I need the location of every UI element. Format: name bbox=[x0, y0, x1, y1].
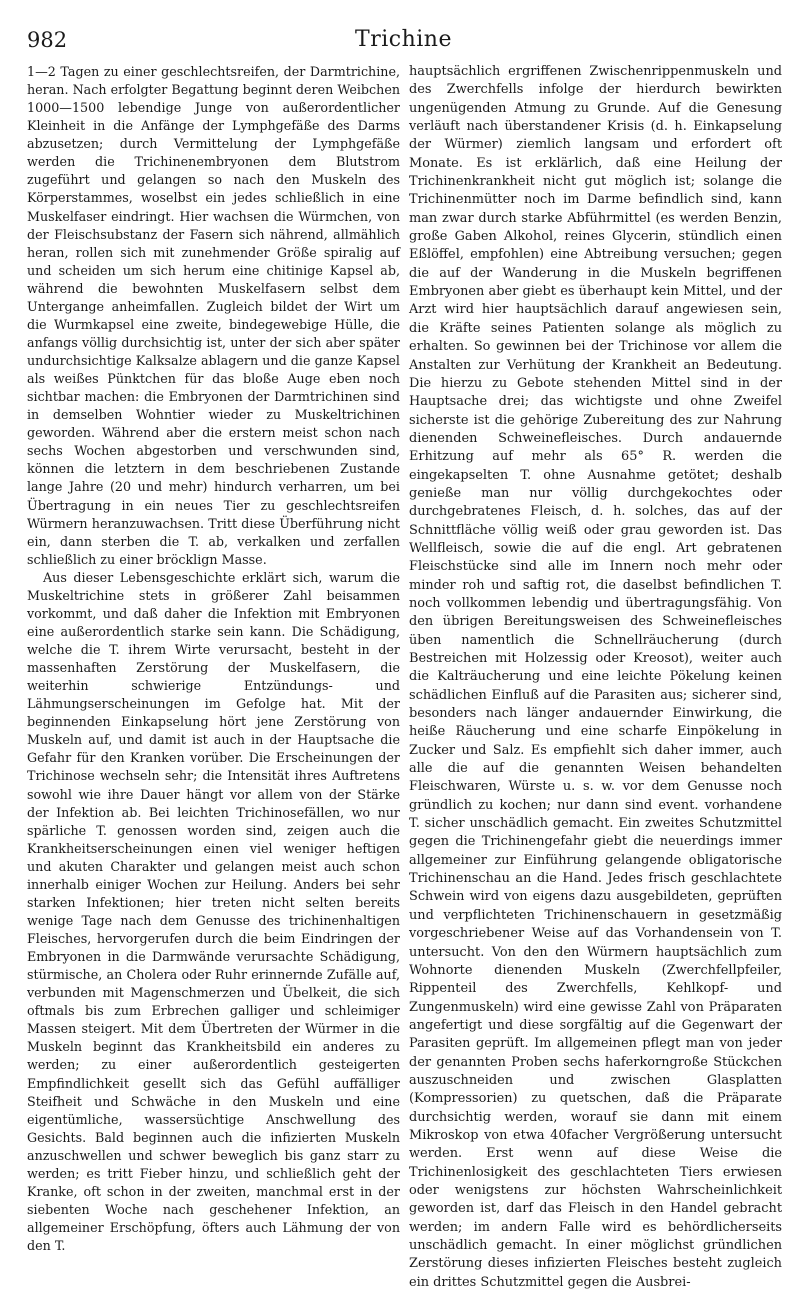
paragraph: hauptsächlich ergriffenen Zwischenrippenmuskeln und des Zwerchfells infolge der hierdurch bewirkten ungenügenden Atmung zu Grunde. Auf die Genesung verläuft nach überstandener Krisis (d. h. Einkapselung der Würmer) ziemlich langsam und erfordert oft Monate. Es ist erklärlich, daß eine Heilung der Trichinenkrankheit nicht gut möglich ist; solange die Trichinenmütter noch im Darme befindlich sind, kann man zwar durch starke Abführmittel (es werden Benzin, große Gaben Alkohol, reines Glycerin, stündlich einen Eßlöffel, empfohlen) eine Abtreibung versuchen; gegen die auf der Wanderung in die Muskeln begriffenen Embryonen aber giebt es überhaupt kein Mittel, und der Arzt wird hier hauptsächlich darauf angewiesen sein, die Kräfte seines Patienten solange als möglich zu erhalten. So gewinnen bei der Trichinose vor allem die Anstalten zur Verhütung der Krankheit an Bedeutung. Die hierzu zu Gebote stehenden Mittel sind in der Hauptsache drei; das wichtigste und ohne Zweifel sicherste ist die gehörige Zubereitung des zur Nahrung dienenden Schweinefleisches. Durch andauernde Erhitzung auf mehr als 65° R. werden die eingekapselten T. ohne Ausnahme getötet; deshalb genieße man nur völlig durchgekochtes oder durchgebratenes Fleisch, d. h. solches, das auf der Schnittfläche völlig weiß oder grau geworden ist. Das Wellfleisch, sowie die auf die engl. Art gebratenen Fleischstücke sind alle im Innern noch mehr oder minder roh und saftig rot, die daselbst befindlichen T. noch vollkommen lebendig und übertragungsfähig. Von den übrigen Bereitungsweisen des Schweinefleisches üben namentlich die Schnellräucherung (durch Bestreichen mit Holzessig oder Kreosot), weiter auch die Kalträucherung und eine leichte Pökelung keinen schädlichen Einfluß auf die Parasiten aus; sicherer sind, besonders nach länger andauernder Einwirkung, die heiße Räucherung und eine scharfe Einpökelung in Zucker und Salz. Es empfiehlt sich daher immer, auch alle die auf die genannten Weisen behandelten Fleischwaren, Würste u. s. w. vor dem Genusse noch gründlich zu kochen; nur dann sind event. vorhandene T. sicher unschädlich gemacht. Ein zweites Schutzmittel gegen die Trichinengefahr giebt die neuerdings immer allgemeiner zur Einführung gelangende obligatorische Trichinenschau an die Hand. Jedes frisch geschlachtete Schwein wird von eigens dazu ausgebildeten, geprüften und verpflichteten Trichinenschauern in gesetzmäßig vorgeschriebener Weise auf das Vorhandensein von T. untersucht. Von den den Würmern hauptsächlich zum Wohnorte dienenden Muskeln (Zwerchfellpfeiler, Rippenteil des Zwerchfells, Kehlkopf- und Zungenmuskeln) wird eine gewisse Zahl von Präparaten angefertigt und diese sorgfältig auf die Gegenwart der Parasiten geprüft. Im allgemeinen pflegt man von jeder der genannten Proben sechs haferkorngroße Stückchen auszuschneiden und zwischen Glasplatten (Kompressorien) zu quetschen, daß die Präparate durchsichtig werden, worauf sie dann mit einem Mikroskop von etwa 40facher Vergrößerung untersucht werden. Erst wenn auf diese Weise die Trichinenlosigkeit des geschlachteten Tiers erwiesen oder wenigstens zur höchsten Wahrscheinlichkeit geworden ist, darf das Fleisch in den Handel gebracht werden; im andern Falle wird es behördlicherseits unschädlich gemacht. In einer möglichst gründlichen Zerstörung dieses infizierten Fleisches besteht zugleich ein drittes Schutzmittel gegen die Ausbrei- bbox=[409, 64, 782, 1290]
page-number: 982 bbox=[27, 28, 68, 52]
right-column bbox=[409, 63, 782, 1292]
running-head: Trichine bbox=[355, 27, 452, 52]
page-header bbox=[27, 24, 780, 58]
paragraph: Aus dieser Lebensgeschichte erklärt sich, warum die Muskeltrichine stets in größerer Zahl beisammen vorkommt, und daß daher die Infektion mit Embryonen eine außerordentlich starke sein kann. Die Schädigung, welche die T. ihrem Wirte verursacht, besteht in der massenhaften Zerstörung der Muskelfasern, die weiterhin schwierige Entzündungs- und Lähmungserscheinungen im Gefolge hat. Mit der beginnenden Einkapselung hört jene Zerstörung von Muskeln auf, und damit ist auch in der Hauptsache die Gefahr für den Kranken vorüber. Die Erscheinungen der Trichinose wechseln sehr; die Intensität ihres Auftretens sowohl wie ihre Dauer hängt vor allem von der Stärke der Infektion ab. Bei leichten Trichinosefällen, wo nur spärliche T. genossen worden sind, zeigen auch die Krankheitserscheinungen einen viel weniger heftigen und akuten Charakter und gelangen meist auch schon innerhalb einiger Wochen zur Heilung. Anders bei sehr starken Infektionen; hier treten nicht selten bereits wenige Tage nach dem Genusse des trichinenhaltigen Fleisches, hervorgerufen durch die beim Eindringen der Embryonen in die Darmwände verursachte Schädigung, stürmische, an Cholera oder Ruhr erinnernde Zufälle auf, verbunden mit Magenschmerzen und Übelkeit, die sich oftmals bis zum Erbrechen galliger und schleimiger Massen steigert. Mit dem Übertreten der Würmer in die Muskeln beginnt das Krankheitsbild ein anderes zu werden; zu einer außerordentlich gesteigerten Empfindlichkeit gesellt sich das Gefühl auffälliger Steifheit und Schwäche in den Muskeln und eine eigentümliche, wassersüchtige Anschwellung des Gesichts. Bald beginnen auch die infizierten Muskeln anzuschwellen und schwer beweglich bis ganz starr zu werden; es tritt Fieber hinzu, und schließlich geht der Kranke, oft schon in der zweiten, manchmal erst in der siebenten Woche nach geschehener Infektion, an allgemeiner Erschöpfung, öfters auch Lähmung der von den T. bbox=[27, 569, 400, 1254]
paragraph: 1—2 Tagen zu einer geschlechtsreifen, der Darmtrichine, heran. Nach erfolgter Begattung beginnt deren Weibchen 1000—1500 lebendige Junge von außerordentlicher Kleinheit in die Anfänge der Lymphgefäße des Darms abzusetzen; durch Vermittelung der Lymphgefäße werden die Trichinenembryonen dem Blutstrom zugeführt und gelangen so nach den Muskeln des Körperstammes, woselbst ein jedes schließlich in eine Muskelfaser eindringt. Hier wachsen die Würmchen, von der Fleischsubstanz der Fasern sich nährend, allmählich heran, rollen sich mit zunehmender Größe spiralig auf und scheiden um sich herum eine chitinige Kapsel ab, während die bewohnten Muskelfasern selbst dem Untergange anheimfallen. Zugleich bildet der Wirt um die Wurmkapsel eine zweite, bindegewebige Hülle, die anfangs völlig durchsichtig ist, unter der sich aber später undurchsichtige Kalksalze ablagern und die ganze Kapsel als weißes Pünktchen für das bloße Auge eben noch sichtbar machen: die Embryonen der Darmtrichinen sind in demselben Wohntier wieder zu Muskeltrichinen geworden. Während aber die erstern meist schon nach sechs Wochen abgestorben und verschwunden sind, können die letztern in dem beschriebenen Zustande lange Jahre (20 und mehr) hindurch verharren, um bei Übertragung in ein neues Tier zu geschlechtsreifen Würmern heranzuwachsen. Tritt diese Überführung nicht ein, dann sterben die T. ab, verkalken und zerfallen schließlich zu einer bröcklign Masse. bbox=[27, 64, 400, 567]
left-column bbox=[27, 63, 400, 1255]
